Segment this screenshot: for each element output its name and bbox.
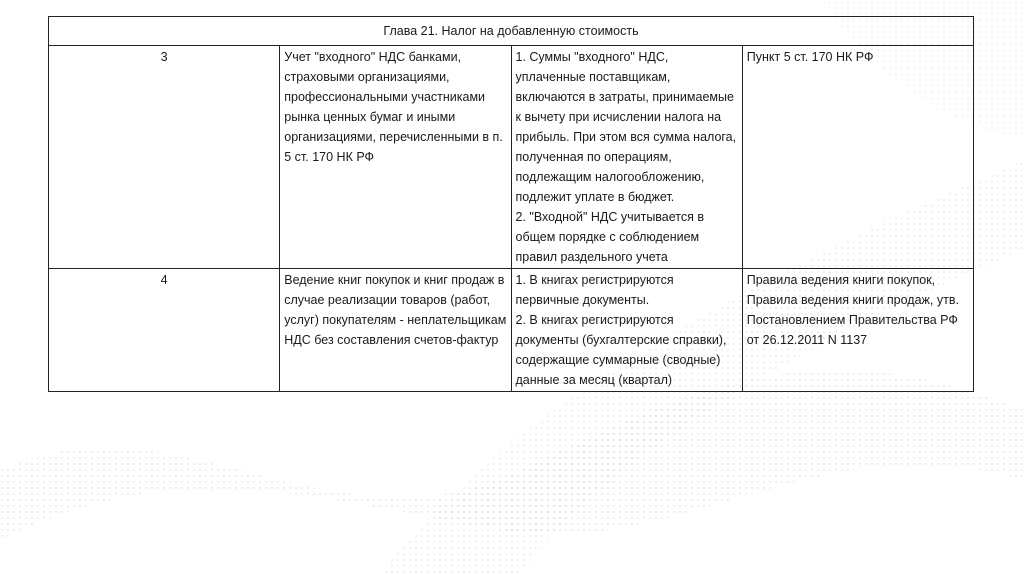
row-topic: Ведение книг покупок и книг продаж в случае реализации товаров (работ, услуг) покупателям - неплательщикам НДС без составления счетов-фактур (280, 269, 511, 392)
rule-paragraph: 1. В книгах регистрируются первичные документы. (515, 273, 674, 307)
nds-table (48, 16, 974, 392)
table-header-row (49, 17, 974, 46)
rule-paragraph: 2. В книгах регистрируются документы (бухгалтерские справки), содержащие суммарные (сводные) данные за месяц (квартал) (515, 313, 727, 387)
row-rules (511, 46, 742, 269)
row-topic: Учет "входного" НДС банками, страховыми организациями, профессиональными участниками рынка ценных бумаг и иными организациями, перечисленными в п. 5 ст. 170 НК РФ (280, 46, 511, 269)
rule-paragraph: 1. Суммы "входного" НДС, уплаченные поставщикам, включаются в затраты, принимаемые к вычету при исчислении налога на прибыль. При этом вся сумма налога, полученная по операциям, подлежащим налогообложению, подлежит уплате в бюджет. (515, 50, 737, 204)
row-source: Пункт 5 ст. 170 НК РФ (742, 46, 973, 269)
table-row (49, 46, 974, 269)
row-source: Правила ведения книги покупок, Правила ведения книги продаж, утв. Постановлением Правительства РФ от 26.12.2011 N 1137 (742, 269, 973, 392)
table-caption: Глава 21. Налог на добавленную стоимость (49, 17, 974, 46)
rule-paragraph: 2. "Входной" НДС учитывается в общем порядке с соблюдением правил раздельного учета (515, 210, 705, 264)
row-number: 4 (49, 269, 280, 392)
row-rules (511, 269, 742, 392)
row-number: 3 (49, 46, 280, 269)
table-row (49, 269, 974, 392)
